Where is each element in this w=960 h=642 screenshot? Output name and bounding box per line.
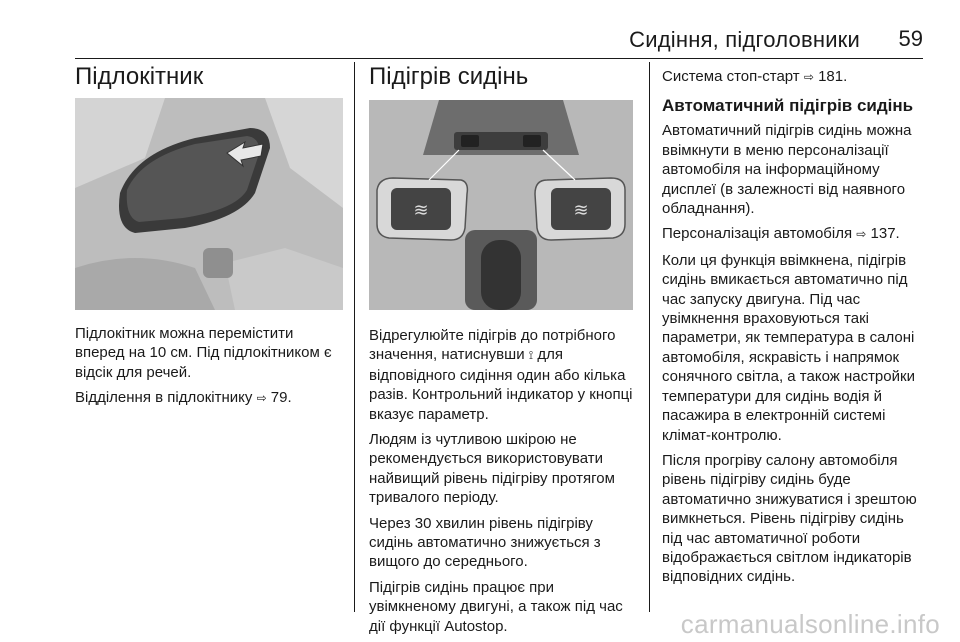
seat-heating-symbol-icon: ⟟ [528,348,534,363]
column-divider-1 [354,62,355,612]
section-heading-seat-heating: Підігрів сидінь [369,63,529,90]
subheading-auto-seat-heating: Автоматичний підігрів сидінь [662,96,914,116]
armrest-description: Підлокітник можна перемістити вперед на 10 см. Під підлокітником є відсік для речей. [75,325,332,381]
svg-text:≋: ≋ [573,200,589,221]
auto-heating-reduction: Після прогріву салону автомобіля рівень підігріву сидінь буде автоматично знижуватися і зрештою вимкнеться. Рівень підігріву сидінь під час автоматичної роботи відображається світлом індикаторів відповідних сидінь. [662,451,917,586]
column-seat-heating [369,60,633,636]
seat-heating-instructions: Відрегулюйте підігрів до потрібного значення, натиснувши ⟟ для відповідного сидіння один або кілька разів. Контрольний індикатор у кнопці вказує параметр. [369,327,633,423]
auto-heating-intro: Автоматичний підігрів сидінь можна ввімкнути в меню персоналізації автомобіля на інформаційному дисплеї (в залежності від наявного обладнання). [662,122,912,218]
section-heading-armrest: Підлокітник [75,63,204,90]
column-armrest [75,60,343,409]
armrest-illustration [75,98,343,310]
page-ref-arrow-icon: ⇨ [256,391,267,406]
auto-heating-conditions: Коли ця функція ввімкнена, підігрів сидінь вмикається автоматично під час запуску двигуна. Під час увімкнення враховуються такі параметри, як температура в салоні автомобіля, яскравість і напрямок сонячного світла, а також настройки температури для сидінь водія й пасажира в електронній системі клімат-контролю. [662,251,915,444]
auto-reduce-note: Через 30 хвилин рівень підігріву сидінь автоматично знижується з вищого до середнього. [369,514,601,571]
page-header [0,0,960,62]
sensitive-skin-warning: Людям із чутливою шкірою не рекомендується використовувати найвищий рівень підігріву протягом тривалого періоду. [369,431,615,507]
stop-start-ref: Система стоп-старт ⇨ 181. [662,68,848,85]
page-ref-arrow-icon: ⇨ [856,227,867,242]
armrest-storage-ref: Відділення в підлокітнику ⇨ 79. [75,389,292,407]
seat-heating-buttons-illustration [369,100,633,310]
personalization-ref: Персоналізація автомобіля ⇨ 137. [662,225,900,243]
running-title: Сидіння, підголовники [629,27,860,52]
column-divider-2 [649,62,650,612]
header-rule [75,58,923,59]
right-seat-heat-button-icon [535,178,625,240]
column-auto-heating [662,60,927,587]
watermark: carmanualsonline.info [680,609,940,639]
page-number: 59 [898,26,923,51]
left-seat-heat-button-icon [377,178,467,240]
engine-running-note: Підігрів сидінь працює при увімкненому двигуні, а також під час дії функції Autostop. [369,578,623,635]
svg-text:≋: ≋ [413,200,429,221]
page-ref-arrow-icon: ⇨ [803,70,814,84]
